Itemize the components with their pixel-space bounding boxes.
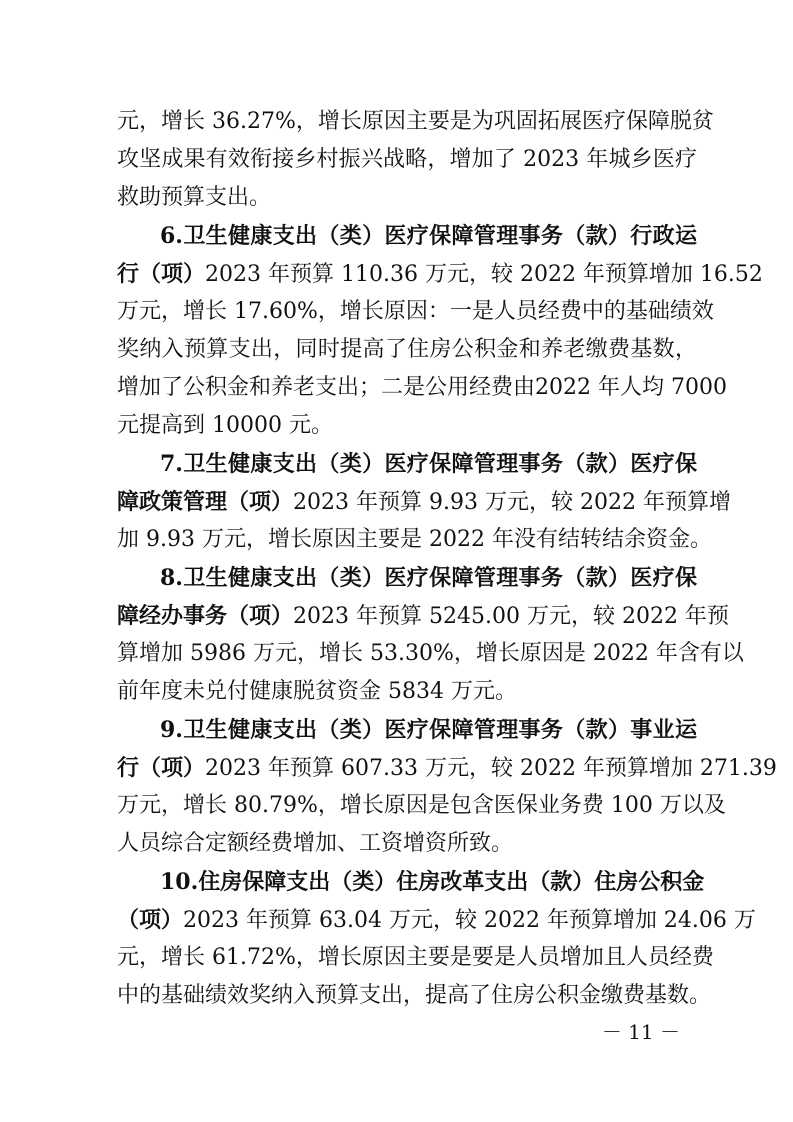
paragraph-line: 中的基础绩效奖纳入预算支出，提高了住房公积金缴费基数。: [117, 983, 712, 1008]
paragraph-line: 万元，增长 80.79%，增长原因是包含医保业务费 100 万以及: [117, 793, 726, 818]
paragraph-line: 万元，增长 17.60%，增长原因：一是人员经费中的基础绩效: [117, 299, 714, 324]
paragraph-line: 行（项）2023 年预算 110.36 万元，较 2022 年预算增加 16.52: [117, 261, 763, 287]
paragraph-line: 障政策管理（项）2023 年预算 9.93 万元，较 2022 年预算增: [117, 489, 731, 515]
item-heading-cont: 障经办事务（项）: [117, 603, 294, 629]
paragraph-line: 元，增长 61.72%，增长原因主要是要是人员增加且人员经费: [117, 945, 714, 970]
paragraph-line: 救助预算支出。: [117, 185, 272, 210]
paragraph-line: 增加了公积金和养老支出；二是公用经费由2022 年人均 7000: [117, 375, 727, 400]
paragraph-line: 奖纳入预算支出，同时提高了住房公积金和养老缴费基数，: [117, 337, 697, 362]
paragraph-line: 攻坚成果有效衔接乡村振兴战略，增加了 2023 年城乡医疗: [117, 147, 697, 172]
paragraph-line: 元，增长 36.27%，增长原因主要是为巩固拓展医疗保障脱贫: [117, 109, 714, 134]
item-heading-cont: （项）: [117, 907, 184, 933]
page-number: － 11 －: [601, 1020, 680, 1044]
paragraph-line: 算增加 5986 万元，增长 53.30%，增长原因是 2022 年含有以: [117, 641, 744, 666]
item-heading: 7.卫生健康支出（类）医疗保障管理事务（款）医疗保: [160, 451, 697, 477]
paragraph-line: （项）2023 年预算 63.04 万元，较 2022 年预算增加 24.06 万: [117, 907, 756, 933]
paragraph-line: 障经办事务（项）2023 年预算 5245.00 万元，较 2022 年预: [117, 603, 729, 629]
item-heading-cont: 行（项）: [117, 261, 206, 287]
item-heading: 8.卫生健康支出（类）医疗保障管理事务（款）医疗保: [160, 565, 697, 591]
item-heading-cont: 行（项）: [117, 755, 206, 781]
paragraph-line: 元提高到 10000 元。: [117, 413, 333, 438]
paragraph-line: 行（项）2023 年预算 607.33 万元，较 2022 年预算增加 271.39: [117, 755, 777, 781]
item-heading: 10.住房保障支出（类）住房改革支出（款）住房公积金: [160, 869, 705, 895]
paragraph-line: 前年度未兑付健康脱贫资金 5834 万元。: [117, 679, 517, 704]
paragraph-line: 人员综合定额经费增加、工资增资所致。: [117, 831, 514, 856]
item-heading-cont: 障政策管理（项）: [117, 489, 294, 515]
paragraph-line: 加 9.93 万元，增长原因主要是 2022 年没有结转结余资金。: [117, 527, 712, 552]
item-heading: 9.卫生健康支出（类）医疗保障管理事务（款）事业运: [160, 717, 697, 743]
item-heading: 6.卫生健康支出（类）医疗保障管理事务（款）行政运: [160, 223, 697, 249]
